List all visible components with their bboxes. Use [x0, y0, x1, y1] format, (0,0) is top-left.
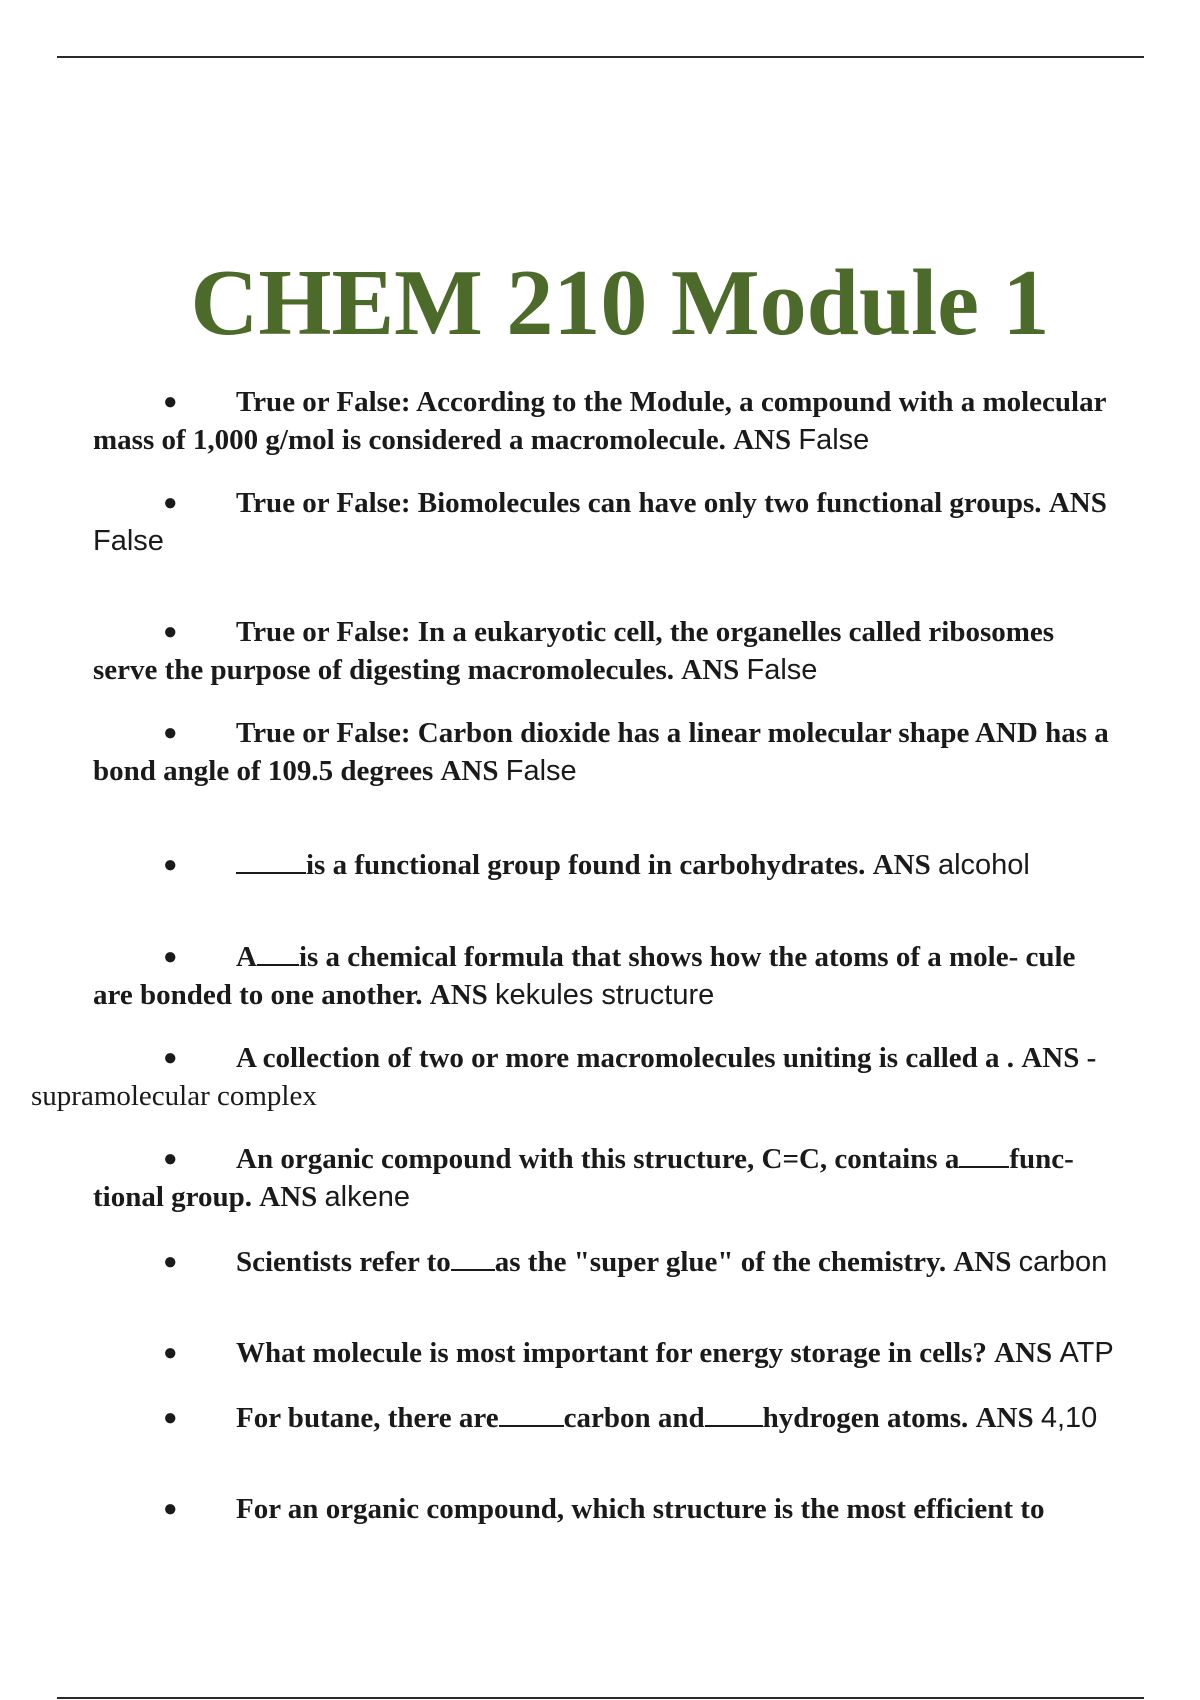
question-item	[93, 1399, 1200, 1437]
question-text: mass of 1,000 g/mol is considered a macromolecule.	[93, 424, 726, 456]
blank-line	[499, 1401, 564, 1427]
blank-line	[705, 1401, 763, 1427]
blank-line	[236, 848, 306, 874]
answer-text: False	[505, 755, 577, 787]
answer-text: alcohol	[937, 849, 1030, 881]
answer-label: ANS	[733, 424, 792, 456]
question-text: func-	[1009, 1143, 1074, 1175]
answer-label: ANS	[681, 654, 740, 686]
answer-text: kekules structure	[495, 979, 715, 1011]
question-item	[93, 1490, 1200, 1528]
bullet-icon: ●	[163, 851, 178, 878]
bullet-icon: ●	[163, 1248, 178, 1275]
blank-line	[451, 1245, 495, 1271]
question-text: True or False: Carbon dioxide has a linear molecular shape AND has a	[236, 717, 1109, 749]
answer-text: ATP	[1059, 1337, 1114, 1369]
document-title: CHEM 210 Module 1	[190, 251, 1050, 355]
blank-line	[257, 940, 299, 966]
answer-text: False	[746, 654, 818, 686]
bullet-icon: ●	[163, 489, 178, 516]
bullet-icon: ●	[163, 618, 178, 645]
question-item	[93, 1243, 1200, 1281]
question-text: serve the purpose of digesting macromolecules.	[93, 654, 674, 686]
answer-text: alkene	[324, 1181, 410, 1213]
question-text: True or False: Biomolecules can have only two functional groups.	[236, 487, 1042, 519]
answer-text: False	[93, 525, 164, 557]
question-item	[93, 383, 1200, 459]
question-text: What molecule is most important for energy storage in cells?	[236, 1337, 987, 1369]
question-text: True or False: According to the Module, a compound with a molecular	[236, 386, 1107, 418]
answer-text: 4,10	[1040, 1402, 1098, 1434]
answer-label: ANS	[440, 755, 499, 787]
answer-text: carbon	[1018, 1246, 1108, 1278]
bullet-icon: ●	[163, 1495, 178, 1522]
answer-label: ANS	[429, 979, 488, 1011]
question-text: carbon and	[563, 1402, 705, 1434]
question-item	[31, 1039, 1200, 1115]
question-text: For an organic compound, which structure is the most efficient to	[236, 1493, 1045, 1525]
question-item	[93, 938, 1200, 1014]
question-text: as the "super glue" of the chemistry.	[494, 1246, 947, 1278]
question-item	[93, 613, 1200, 689]
question-item	[93, 714, 1200, 790]
bullet-icon: ●	[163, 1339, 178, 1366]
blank-line	[959, 1142, 1009, 1168]
answer-text: supramolecular complex	[31, 1080, 317, 1112]
bullet-icon: ●	[163, 388, 178, 415]
question-text: are bonded to one another.	[93, 979, 423, 1011]
top-rule	[57, 56, 1144, 58]
bullet-icon: ●	[163, 1044, 178, 1071]
answer-label: ANS	[994, 1337, 1053, 1369]
question-text: A collection of two or more macromolecules uniting is called a .	[236, 1042, 1015, 1074]
question-text: bond angle of 109.5 degrees	[93, 755, 434, 787]
question-text: A	[236, 941, 257, 973]
question-text: tional group.	[93, 1181, 253, 1213]
answer-label: ANS -	[1021, 1042, 1097, 1074]
answer-label: ANS	[1048, 487, 1107, 519]
answer-label: ANS	[872, 849, 931, 881]
question-item	[93, 846, 1200, 884]
answer-label: ANS	[975, 1402, 1034, 1434]
question-text: is a chemical formula that shows how the atoms of a mole- cule	[298, 941, 1076, 973]
question-text: Scientists refer to	[236, 1246, 451, 1278]
bottom-rule	[57, 1697, 1144, 1699]
bullet-icon: ●	[163, 1145, 178, 1172]
answer-label: ANS	[259, 1181, 318, 1213]
bullet-icon: ●	[163, 1404, 178, 1431]
answer-text: False	[798, 424, 870, 456]
question-text: hydrogen atoms.	[762, 1402, 969, 1434]
question-item	[93, 1334, 1200, 1372]
question-item	[93, 484, 1200, 560]
bullet-icon: ●	[163, 719, 178, 746]
question-text: is a functional group found in carbohydrates.	[306, 849, 866, 881]
question-item	[93, 1140, 1200, 1216]
bullet-icon: ●	[163, 943, 178, 970]
answer-label: ANS	[953, 1246, 1012, 1278]
question-text: For butane, there are	[236, 1402, 499, 1434]
question-text: An organic compound with this structure, C=C, contains a	[236, 1143, 960, 1175]
question-text: True or False: In a eukaryotic cell, the organelles called ribosomes	[236, 616, 1055, 648]
